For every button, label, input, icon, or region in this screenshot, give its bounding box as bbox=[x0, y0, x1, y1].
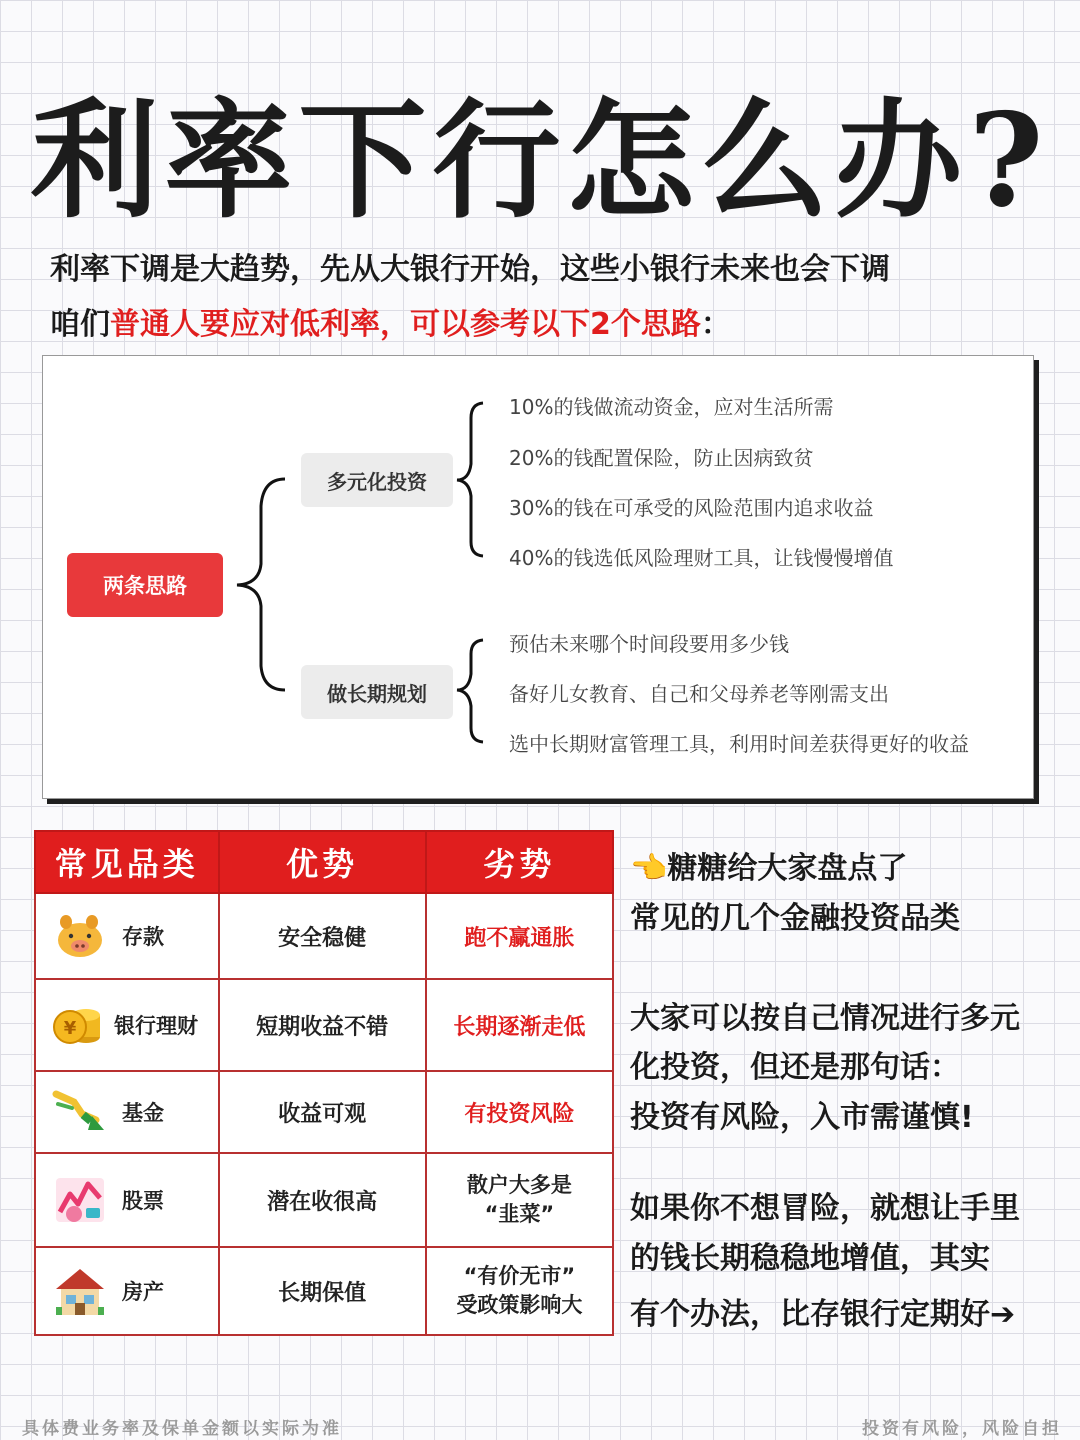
intro-line-2 bbox=[50, 299, 731, 343]
intro-line-2-highlight: 普通人要应对低利率，可以参考以下2个思路 bbox=[110, 307, 701, 342]
advantage-cell: 安全稳健 bbox=[219, 893, 426, 979]
house-icon bbox=[52, 1263, 108, 1319]
category-cell bbox=[35, 979, 219, 1071]
branch-long-term-planning: 做长期规划 bbox=[301, 665, 453, 719]
falling-chart-icon bbox=[52, 1084, 108, 1140]
category-name: 房产 bbox=[122, 1280, 164, 1304]
leaf-item: 40%的钱选低风险理财工具，让钱慢慢增值 bbox=[509, 546, 894, 570]
branch-diversified-investment: 多元化投资 bbox=[301, 453, 453, 507]
right-text-line-1-text: 糖糖给大家盘点了 bbox=[667, 851, 908, 886]
right-text-warning: 投资有风险，入市需谨慎! bbox=[630, 1100, 974, 1135]
header-advantage: 优势 bbox=[219, 831, 426, 893]
table-header-row bbox=[35, 831, 613, 893]
table-row bbox=[35, 979, 613, 1071]
right-text-line-1 bbox=[630, 843, 907, 887]
advantage-cell: 短期收益不错 bbox=[219, 979, 426, 1071]
table-row bbox=[35, 1153, 613, 1247]
piggy-bank-icon bbox=[52, 908, 108, 964]
intro-line-2-prefix: 咱们 bbox=[50, 307, 110, 342]
disadvantage-cell: 有投资风险 bbox=[426, 1071, 613, 1153]
right-text-line-6: 如果你不想冒险，就想让手里 bbox=[630, 1191, 1020, 1226]
category-cell bbox=[35, 893, 219, 979]
mind-map-root: 两条思路 bbox=[67, 553, 223, 617]
right-text-line-4: 化投资，但还是那句话： bbox=[630, 1050, 960, 1085]
disadvantage-line: 受政策影响大 bbox=[456, 1293, 583, 1317]
category-cell bbox=[35, 1153, 219, 1247]
disadvantage-line: “有价无市” bbox=[463, 1263, 576, 1288]
page-title: 利率下行怎么办? bbox=[30, 86, 1050, 236]
leaf-item: 20%的钱配置保险，防止因病致贫 bbox=[509, 446, 814, 470]
footer-disclaimer-right: 投资有风险，风险自担 bbox=[862, 1419, 1062, 1439]
comparison-table bbox=[34, 830, 614, 1336]
table-row bbox=[35, 893, 613, 979]
right-text-line-3: 大家可以按自己情况进行多元 bbox=[630, 1001, 1020, 1036]
table-row bbox=[35, 1071, 613, 1153]
right-text-line-2: 常见的几个金融投资品类 bbox=[630, 901, 960, 936]
leaf-item: 30%的钱在可承受的风险范围内追求收益 bbox=[509, 496, 874, 520]
leaf-item: 10%的钱做流动资金，应对生活所需 bbox=[509, 395, 834, 419]
intro-line-2-suffix: ： bbox=[700, 307, 731, 342]
leaf-item: 备好儿女教育、自己和父母养老等刚需支出 bbox=[509, 682, 889, 706]
advantage-cell: 收益可观 bbox=[219, 1071, 426, 1153]
disadvantage-line: 散户大多是 bbox=[466, 1172, 572, 1197]
right-text-line-7: 的钱长期稳稳地增值，其实 bbox=[630, 1241, 990, 1276]
svg-text:¥: ¥ bbox=[63, 1018, 77, 1039]
disadvantage-cell bbox=[426, 1153, 613, 1247]
table-row bbox=[35, 1247, 613, 1335]
category-cell bbox=[35, 1071, 219, 1153]
footer-disclaimer-left: 具体费业务率及保单金额以实际为准 bbox=[22, 1419, 342, 1439]
leaf-item: 选中长期财富管理工具，利用时间差获得更好的收益 bbox=[509, 732, 969, 756]
stock-chart-icon bbox=[52, 1172, 108, 1228]
coins-icon bbox=[50, 997, 106, 1053]
disadvantage-cell bbox=[426, 1247, 613, 1335]
category-name: 基金 bbox=[122, 1101, 164, 1125]
disadvantage-line: “韭菜” bbox=[484, 1202, 555, 1226]
leaf-item: 预估未来哪个时间段要用多少钱 bbox=[509, 632, 789, 656]
advantage-cell: 长期保值 bbox=[219, 1247, 426, 1335]
header-disadvantage: 劣势 bbox=[426, 831, 613, 893]
header-category: 常见品类 bbox=[35, 831, 219, 893]
right-text-cta: 有个办法，比存银行定期好➔ bbox=[630, 1297, 1016, 1332]
disadvantage-cell: 跑不赢通胀 bbox=[426, 893, 613, 979]
disadvantage-cell: 长期逐渐走低 bbox=[426, 979, 613, 1071]
mind-map bbox=[42, 355, 1034, 799]
pointing-hand-icon: 👈 bbox=[630, 851, 668, 886]
category-name: 股票 bbox=[122, 1189, 164, 1213]
category-name: 存款 bbox=[122, 925, 164, 949]
advantage-cell: 潜在收很高 bbox=[219, 1153, 426, 1247]
category-name: 银行理财 bbox=[114, 1014, 198, 1038]
intro-line-1: 利率下调是大趋势，先从大银行开始，这些小银行未来也会下调 bbox=[50, 252, 890, 287]
category-cell bbox=[35, 1247, 219, 1335]
